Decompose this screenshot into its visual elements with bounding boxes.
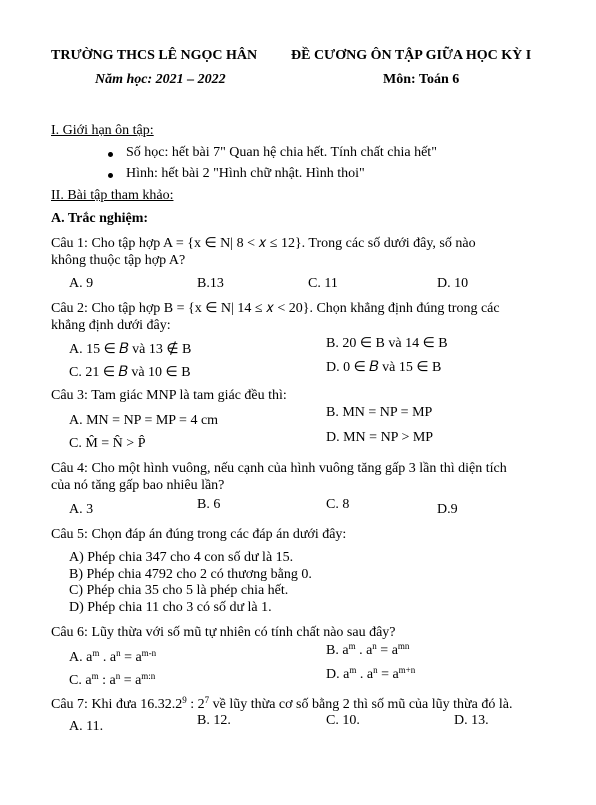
question-5-option-d: D) Phép chia 11 cho 3 có số dư là 1.: [69, 600, 272, 615]
question-6-option-d: D. $a^m$ . $a^n = a^{m+n}$: [326, 665, 416, 682]
bullet-icon: [108, 173, 113, 178]
question-2-text: Câu 2: Cho tập hợp B = {x ∈ N| 14 ≤ 𝑥 < 20}. Chọn khẳng định đúng trong các: [51, 301, 500, 316]
section-1-title: I. Giới hạn ôn tập:: [51, 123, 154, 138]
question-6-option-b: B. $a^m$ . $a^n = a^{mn}$: [326, 641, 410, 658]
question-4-option-d: D.9: [437, 502, 458, 517]
question-1-text: không thuộc tập hợp A?: [51, 253, 186, 268]
question-3-option-a: A. MN = NP = MP = 4 cm: [69, 413, 219, 428]
question-6-option-a: A. $a^m$ . $a^n = a^{m-n}$: [69, 648, 157, 665]
question-1-option-b: B.13: [197, 276, 224, 291]
question-2-option-a: A. 15 ∈ 𝐵 và 13 ∉ B: [69, 342, 192, 357]
question-4-option-b: B. 6: [197, 497, 221, 512]
section-2-subtitle: A. Trắc nghiệm:: [51, 211, 149, 226]
question-2-option-b: B. 20 ∈ B và 14 ∈ B: [326, 336, 448, 351]
question-4-option-c: C. 8: [326, 497, 350, 512]
question-5-option-c: C) Phép chia 35 cho 5 là phép chia hết.: [69, 583, 289, 598]
question-5-text: Câu 5: Chọn đáp án đúng trong các đáp án dưới đây:: [51, 527, 347, 542]
question-7-option-b: B. 12.: [197, 713, 231, 728]
question-2-option-d: D. 0 ∈ 𝐵 và 15 ∈ B: [326, 360, 442, 375]
question-1-option-a: A. 9: [69, 276, 94, 291]
question-3-option-c: C. M̂ = N̂ > P̂: [69, 436, 146, 451]
question-7-text: Câu 7: Khi đưa 16.32.2$^9$ : $2^7$ về lũy thừa cơ số bằng 2 thì số mũ của lũy thừa đó là.: [51, 695, 513, 712]
question-6-option-c: C. $a^m$ : $a^n = a^{m:n}$: [69, 671, 156, 688]
section-1-item: Số học: hết bài 7" Quan hệ chia hết. Tính chất chia hết": [126, 145, 437, 160]
section-1-item: Hình: hết bài 2 "Hình chữ nhật. Hình thoi": [126, 166, 365, 181]
question-5-option-b: B) Phép chia 4792 cho 2 có thương bằng 0.: [69, 567, 312, 582]
question-6-text: Câu 6: Lũy thừa với số mũ tự nhiên có tính chất nào sau đây?: [51, 625, 396, 640]
section-2-title: II. Bài tập tham khảo:: [51, 188, 174, 203]
question-4-text: Câu 4: Cho một hình vuông, nếu cạnh của hình vuông tăng gấp 3 lần thì diện tích: [51, 461, 507, 476]
subject: Môn: Toán 6: [383, 72, 460, 87]
document-title: ĐỀ CƯƠNG ÔN TẬP GIỮA HỌC KỲ I: [291, 48, 532, 63]
question-4-text: của nó tăng gấp bao nhiêu lần?: [51, 478, 225, 493]
question-4-option-a: A. 3: [69, 502, 94, 517]
question-3-text: Câu 3: Tam giác MNP là tam giác đều thì:: [51, 388, 287, 403]
question-7-option-d: D. 13.: [454, 713, 489, 728]
question-3-option-d: D. MN = NP > MP: [326, 430, 434, 445]
question-1-option-c: C. 11: [308, 276, 338, 291]
school-name: TRƯỜNG THCS LÊ NGỌC HÂN: [51, 48, 258, 63]
question-1-text: Câu 1: Cho tập hợp A = {x ∈ N| 8 < 𝑥 ≤ 12}. Trong các số dưới đây, số nào: [51, 236, 476, 251]
bullet-icon: [108, 152, 113, 157]
question-2-option-c: C. 21 ∈ 𝐵 và 10 ∈ B: [69, 365, 191, 380]
question-3-option-b: B. MN = NP = MP: [326, 405, 433, 420]
school-year: Năm học: 2021 – 2022: [95, 72, 226, 87]
question-1-option-d: D. 10: [437, 276, 469, 291]
question-7-option-a: A. 11.: [69, 719, 104, 734]
question-5-option-a: A) Phép chia 347 cho 4 con số dư là 15.: [69, 550, 294, 565]
question-2-text: khẳng định dưới đây:: [51, 318, 171, 333]
question-7-option-c: C. 10.: [326, 713, 360, 728]
